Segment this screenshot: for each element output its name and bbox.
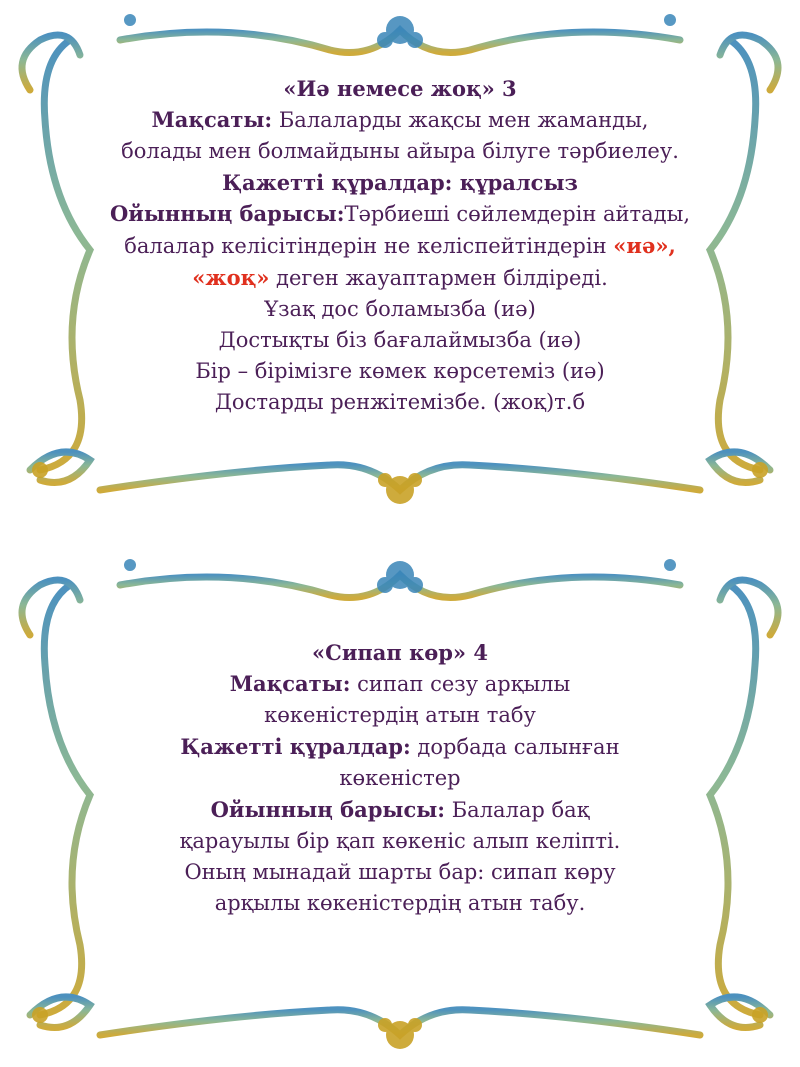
process-line-2 (60, 230, 740, 262)
example-line: Достарды ренжітемізбе. (жоқ)т.б (214, 390, 586, 414)
process-label: Ойынның барысы: (109, 201, 345, 226)
process-line-4: арқылы көкеністердің атын табу. (214, 891, 586, 915)
tools-text-continued: көкеністер (339, 766, 461, 790)
card-2-text (60, 637, 740, 919)
process-label: Ойынның барысы: (210, 797, 446, 822)
card-2-tools (60, 731, 740, 763)
process-line-3: Оның мынадай шарты бар: сипап көру (184, 860, 616, 884)
card-1-goal (60, 104, 740, 136)
tools-text: дорбада салынған (410, 735, 620, 759)
process-line-3 (60, 262, 740, 294)
process-text-3: деген жауаптармен білдіреді. (269, 266, 608, 290)
process-text-2: балалар келісітіндерін не келіспейтіндерін (124, 234, 614, 258)
card-2-process (60, 794, 740, 826)
highlight-yes: «иә», (613, 233, 676, 258)
goal-text: сипап сезу арқылы (350, 672, 571, 696)
card-1-title: «Иә немесе жоқ» 3 (283, 76, 517, 101)
card-1-text (60, 73, 740, 418)
goal-label: Мақсаты: (151, 107, 273, 132)
goal-text-continued: көкеністердің атын табу (264, 703, 536, 727)
card-2-title: «Сипап көр» 4 (312, 640, 488, 665)
card-2-goal (60, 668, 740, 700)
goal-text-continued: болады мен болмайдыны айыра білуге тәрбиелеу. (121, 139, 679, 163)
highlight-no: «жоқ» (192, 265, 270, 290)
process-text: Балалар бақ (445, 798, 590, 822)
goal-text: Балаларды жақсы мен жаманды, (272, 108, 649, 132)
tools-label: Қажетті құралдар: (180, 734, 411, 759)
example-line: Бір – бірімізге көмек көрсетеміз (иә) (195, 359, 605, 383)
card-1-process (60, 198, 740, 230)
game-card-2 (0, 545, 800, 1067)
example-line: Ұзақ дос боламызба (иә) (264, 297, 536, 321)
example-line: Достықты біз бағалаймызба (иә) (218, 328, 582, 352)
goal-label: Мақсаты: (229, 671, 351, 696)
tools-line: Қажетті құралдар: құралсыз (222, 170, 578, 195)
process-line-2: қарауылы бір қап көкеніс алып келіпті. (179, 829, 621, 853)
game-card-1 (0, 0, 800, 530)
process-text: Тәрбиеші сөйлемдерін айтады, (344, 202, 690, 226)
